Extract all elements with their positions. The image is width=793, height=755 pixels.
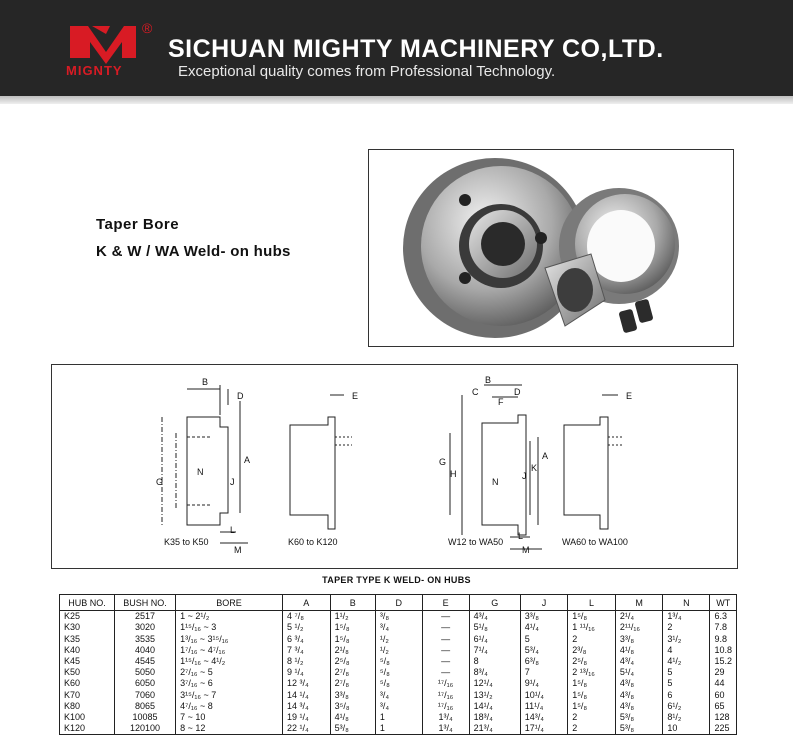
table-cell: 9¹/₄ xyxy=(520,678,567,689)
table-cell: 15.2 xyxy=(710,656,737,667)
table-cell: ⁵/₈ xyxy=(375,678,422,689)
dim-J-1: J xyxy=(230,477,235,487)
table-cell: ³/₄ xyxy=(375,689,422,700)
table-cell: 2⁵/₈ xyxy=(568,656,616,667)
table-cell: K120 xyxy=(60,723,115,735)
dim-E-4: E xyxy=(626,391,633,401)
table-cell: 5050 xyxy=(114,667,175,678)
dim-D-3: D xyxy=(514,387,521,397)
table-cell: K25 xyxy=(60,611,115,623)
table-cell: 4³/₈ xyxy=(615,678,662,689)
table-cell: 128 xyxy=(710,712,737,723)
table-cell: 1⁵/₈ xyxy=(330,633,375,644)
table-cell: 2⁷/₁₆ ~ 5 xyxy=(176,667,283,678)
table-cell: — xyxy=(422,633,469,644)
table-cell: 8¹/₂ xyxy=(663,712,710,723)
table-cell: K40 xyxy=(60,645,115,656)
table-cell: 1³/₄ xyxy=(422,723,469,735)
table-cell: ⁵/₈ xyxy=(375,667,422,678)
table-cell: 5³/₈ xyxy=(615,712,662,723)
col-g: G xyxy=(469,595,520,611)
table-cell: 14 ¹/₄ xyxy=(283,689,331,700)
table-cell: 60 xyxy=(710,689,737,700)
table-cell: 1³/₁₆ ~ 3¹⁵/₁₆ xyxy=(176,633,283,644)
table-cell: — xyxy=(422,656,469,667)
table-cell: ⁵/₈ xyxy=(375,656,422,667)
table-cell: 5 xyxy=(663,667,710,678)
table-row xyxy=(60,678,737,689)
col-bore: BORE xyxy=(176,595,283,611)
table-cell: 10 xyxy=(663,723,710,735)
table-cell: 2⁷/₈ xyxy=(330,667,375,678)
table-cell: 6.3 xyxy=(710,611,737,623)
table-cell: 5 xyxy=(663,678,710,689)
table-row xyxy=(60,701,737,712)
spec-table xyxy=(59,594,737,735)
tagline: Exceptional quality comes from Professional Technology. xyxy=(178,63,556,80)
table-cell: 4⁷/₁₆ ~ 8 xyxy=(176,701,283,712)
table-cell: 8 ¹/₂ xyxy=(283,656,331,667)
dim-K-3: K xyxy=(531,463,538,473)
table-cell: 12¹/₄ xyxy=(469,678,520,689)
table-cell: 1¹⁵/₁₆ ~ 4¹/₂ xyxy=(176,656,283,667)
dim-G-3: G xyxy=(439,457,447,467)
table-cell: 8³/₄ xyxy=(469,667,520,678)
table-cell: 44 xyxy=(710,678,737,689)
dim-L-3: L xyxy=(518,531,524,541)
table-cell: 6³/₈ xyxy=(520,656,567,667)
table-cell: 18³/₄ xyxy=(469,712,520,723)
table-cell: 8065 xyxy=(114,701,175,712)
table-cell: 19 ¹/₄ xyxy=(283,712,331,723)
table-cell: K35 xyxy=(60,633,115,644)
table-cell: 4545 xyxy=(114,656,175,667)
table-cell: 13¹/₂ xyxy=(469,689,520,700)
col-hub-no: HUB NO. xyxy=(60,595,115,611)
col-j: J xyxy=(520,595,567,611)
table-cell: 29 xyxy=(710,667,737,678)
dim-A-3: A xyxy=(542,451,549,461)
table-cell: 21³/₄ xyxy=(469,723,520,735)
drawing-lines xyxy=(52,365,737,568)
table-cell: 4³/₈ xyxy=(615,701,662,712)
table-cell: 14³/₄ xyxy=(520,712,567,723)
table-cell: 2 xyxy=(568,723,616,735)
table-cell: 6050 xyxy=(114,678,175,689)
table-cell: 3¹/₂ xyxy=(663,633,710,644)
table-cell: 10.8 xyxy=(710,645,737,656)
logo-text: MIGNTY xyxy=(66,63,123,78)
table-cell: 4¹/₄ xyxy=(520,622,567,633)
dim-H-3: H xyxy=(450,469,457,479)
table-cell: 2 xyxy=(568,633,616,644)
table-cell: K30 xyxy=(60,622,115,633)
table-cell: 2 ¹³/₁₆ xyxy=(568,667,616,678)
table-row xyxy=(60,712,737,723)
dim-F-3: F xyxy=(498,397,504,407)
table-cell: 3³/₈ xyxy=(520,611,567,623)
header-bar xyxy=(0,0,793,100)
dim-M-3: M xyxy=(522,545,530,555)
table-cell: 22 ¹/₄ xyxy=(283,723,331,735)
table-cell: 1 xyxy=(375,723,422,735)
table-cell: ³/₈ xyxy=(375,611,422,623)
col-wt: WT xyxy=(710,595,737,611)
table-cell: ¹/₂ xyxy=(375,645,422,656)
table-cell: 4040 xyxy=(114,645,175,656)
table-cell: 4 ⁷/₈ xyxy=(283,611,331,623)
table-cell: ¹/₂ xyxy=(375,633,422,644)
dim-M-1: M xyxy=(234,545,242,555)
table-cell: 2 xyxy=(568,712,616,723)
col-b: B xyxy=(330,595,375,611)
table-cell: ¹⁷/₁₆ xyxy=(422,678,469,689)
dim-B-3: B xyxy=(485,375,492,385)
table-row xyxy=(60,667,737,678)
table-cell: 2517 xyxy=(114,611,175,623)
table-cell: 1 ~ 2¹/₂ xyxy=(176,611,283,623)
table-cell: 6¹/₄ xyxy=(469,633,520,644)
table-cell: 2¹¹/₁₆ xyxy=(615,622,662,633)
table-cell: 1¹⁵/₁₆ ~ 3 xyxy=(176,622,283,633)
table-cell: 3535 xyxy=(114,633,175,644)
table-cell: 1³/₄ xyxy=(663,611,710,623)
table-cell: 1¹/₂ xyxy=(330,611,375,623)
table-cell: 3³/₈ xyxy=(330,689,375,700)
header-divider xyxy=(0,96,793,104)
table-cell: ³/₄ xyxy=(375,622,422,633)
col-l: L xyxy=(568,595,616,611)
table-cell: 1³/₄ xyxy=(422,712,469,723)
table-cell: 10085 xyxy=(114,712,175,723)
table-cell: 3⁷/₁₆ ~ 6 xyxy=(176,678,283,689)
table-cell: K45 xyxy=(60,656,115,667)
drawing-label-4: WA60 to WA100 xyxy=(562,537,628,547)
table-cell: K100 xyxy=(60,712,115,723)
table-cell: 14 ³/₄ xyxy=(283,701,331,712)
dim-D-1: D xyxy=(237,391,244,401)
table-cell: 1⁵/₈ xyxy=(568,678,616,689)
table-cell: 1⁵/₈ xyxy=(568,611,616,623)
table-cell: 17¹/₄ xyxy=(520,723,567,735)
drawing-label-1: K35 to K50 xyxy=(164,537,209,547)
table-cell: 1⁷/₁₆ ~ 4⁷/₁₆ xyxy=(176,645,283,656)
col-e: E xyxy=(422,595,469,611)
table-cell: 7060 xyxy=(114,689,175,700)
table-cell: 8 ~ 12 xyxy=(176,723,283,735)
table-cell: — xyxy=(422,622,469,633)
col-bush-no: BUSH NO. xyxy=(114,595,175,611)
drawing-label-2: K60 to K120 xyxy=(288,537,338,547)
table-cell: K50 xyxy=(60,667,115,678)
dimension-drawings xyxy=(51,364,738,569)
dim-N-3: N xyxy=(492,477,499,487)
table-cell: 4 xyxy=(663,645,710,656)
table-cell: 3³/₈ xyxy=(615,633,662,644)
table-cell: 4¹/₂ xyxy=(663,656,710,667)
table-cell: 4³/₈ xyxy=(615,689,662,700)
table-row xyxy=(60,633,737,644)
table-cell: 3¹⁵/₁₆ ~ 7 xyxy=(176,689,283,700)
table-cell: 4³/₄ xyxy=(469,611,520,623)
dim-C-3: C xyxy=(472,387,479,397)
hub-photo-illustration xyxy=(369,150,733,346)
table-cell: 14¹/₄ xyxy=(469,701,520,712)
table-cell: 5 ¹/₂ xyxy=(283,622,331,633)
table-cell: 7¹/₄ xyxy=(469,645,520,656)
table-cell: 3020 xyxy=(114,622,175,633)
table-cell: 3⁵/₈ xyxy=(330,701,375,712)
dim-B-1: B xyxy=(202,377,209,387)
dim-A-1: A xyxy=(244,455,251,465)
table-cell: 6 ³/₄ xyxy=(283,633,331,644)
table-cell: 5¹/₄ xyxy=(615,667,662,678)
table-cell: 1⁵/₈ xyxy=(568,689,616,700)
table-cell: 12 ³/₄ xyxy=(283,678,331,689)
table-cell: 65 xyxy=(710,701,737,712)
table-cell: 7 ³/₄ xyxy=(283,645,331,656)
table-cell: 2 xyxy=(663,622,710,633)
table-cell: 7.8 xyxy=(710,622,737,633)
drawing-label-3: W12 to WA50 xyxy=(448,537,504,547)
table-cell: 6 xyxy=(663,689,710,700)
table-row xyxy=(60,611,737,623)
table-cell: 4¹/₈ xyxy=(615,645,662,656)
table-cell: 1 ¹¹/₁₆ xyxy=(568,622,616,633)
table-cell: 10¹/₄ xyxy=(520,689,567,700)
table-cell: — xyxy=(422,667,469,678)
col-m: M xyxy=(615,595,662,611)
table-cell: 2¹/₄ xyxy=(615,611,662,623)
table-cell: 8 xyxy=(469,656,520,667)
table-row xyxy=(60,656,737,667)
table-cell: 9 ¹/₄ xyxy=(283,667,331,678)
product-subtitle: K & W / WA Weld- on hubs xyxy=(96,243,291,260)
table-cell: 5 xyxy=(520,633,567,644)
table-cell: 7 xyxy=(520,667,567,678)
table-cell: — xyxy=(422,611,469,623)
product-photo xyxy=(368,149,734,347)
table-cell: 2³/₈ xyxy=(568,645,616,656)
table-cell: 5³/₈ xyxy=(615,723,662,735)
table-cell: 5³/₈ xyxy=(330,723,375,735)
dim-L-1: L xyxy=(230,525,236,535)
col-n: N xyxy=(663,595,710,611)
col-a: A xyxy=(283,595,331,611)
table-header-row xyxy=(60,595,737,611)
table-cell: K70 xyxy=(60,689,115,700)
dim-N-1: N xyxy=(197,467,204,477)
table-cell: 2⁵/₈ xyxy=(330,656,375,667)
table-cell: 1 xyxy=(375,712,422,723)
table-cell: 4¹/₈ xyxy=(330,712,375,723)
table-row xyxy=(60,622,737,633)
table-cell: K60 xyxy=(60,678,115,689)
table-title: TAPER TYPE K WELD- ON HUBS xyxy=(322,575,471,585)
table-cell: 4³/₄ xyxy=(615,656,662,667)
table-cell: K80 xyxy=(60,701,115,712)
table-cell: ³/₄ xyxy=(375,701,422,712)
table-cell: 6¹/₂ xyxy=(663,701,710,712)
col-d: D xyxy=(375,595,422,611)
table-body xyxy=(60,611,737,735)
product-title: Taper Bore xyxy=(96,216,180,233)
table-cell: 2⁷/₈ xyxy=(330,678,375,689)
table-cell: 7 ~ 10 xyxy=(176,712,283,723)
table-cell: 11¹/₄ xyxy=(520,701,567,712)
table-cell: 5³/₄ xyxy=(520,645,567,656)
registered-mark: ® xyxy=(142,20,153,36)
dim-G-1: G xyxy=(156,477,164,487)
table-row xyxy=(60,689,737,700)
table-cell: 5¹/₈ xyxy=(469,622,520,633)
table-cell: ¹⁷/₁₆ xyxy=(422,701,469,712)
dim-E-2: E xyxy=(352,391,359,401)
table-row xyxy=(60,723,737,735)
company-name: SICHUAN MIGHTY MACHINERY CO,LTD. xyxy=(168,35,664,63)
table-cell: 9.8 xyxy=(710,633,737,644)
table-cell: 120100 xyxy=(114,723,175,735)
table-row xyxy=(60,645,737,656)
table-cell: 1⁵/₈ xyxy=(568,701,616,712)
table-cell: — xyxy=(422,645,469,656)
table-cell: ¹⁷/₁₆ xyxy=(422,689,469,700)
table-cell: 225 xyxy=(710,723,737,735)
table-cell: 1⁵/₈ xyxy=(330,622,375,633)
dim-J-3: J xyxy=(522,471,527,481)
table-cell: 2¹/₈ xyxy=(330,645,375,656)
